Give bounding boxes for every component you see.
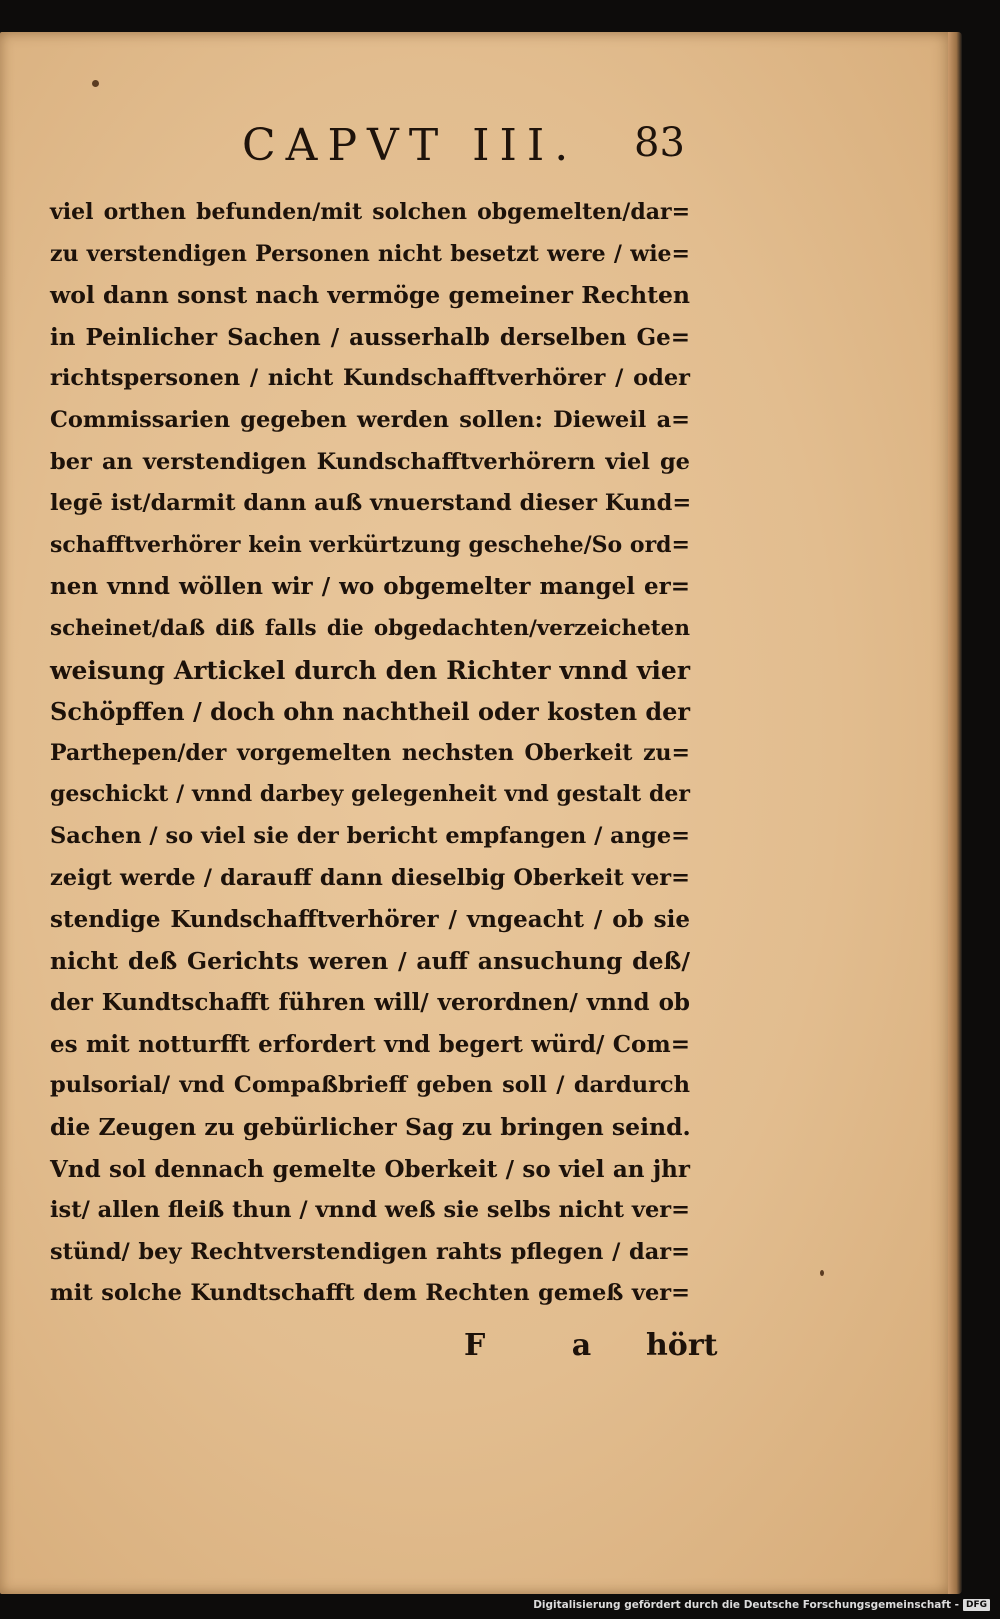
catchword: hört: [646, 1328, 718, 1363]
body-text: [50, 192, 690, 1315]
text-line: zu verstendigen Personen nicht besetzt were / wie=: [50, 240, 690, 267]
page-number: 83: [634, 120, 685, 166]
text-line: ist/ allen fleiß thun / vnnd weß sie selbs nicht ver=: [50, 1197, 690, 1224]
text-line: viel orthen befunden/mit solchen obgemelten/dar=: [50, 199, 690, 225]
text-line: geschickt / vnnd darbey gelegenheit vnd gestalt der: [50, 781, 690, 808]
text-line: Vnd sol dennach gemelte Oberkeit / so viel an jhr: [50, 1155, 690, 1183]
ink-speck: [92, 80, 99, 87]
text-line: scheinet/daß diß falls die obgedachten/verzeicheten: [50, 615, 690, 641]
ink-speck: [820, 1270, 824, 1276]
text-line: ber an verstendigen Kundschafftverhörern viel ge: [50, 448, 690, 475]
signature-mark: F a: [464, 1328, 630, 1363]
text-line: wol dann sonst nach vermöge gemeiner Rechten: [50, 281, 690, 310]
text-line: zeigt werde / darauff dann dieselbig Oberkeit ver=: [50, 864, 690, 891]
text-line: nen vnnd wöllen wir / wo obgemelter mangel er=: [50, 573, 690, 601]
footer-credit: Digitalisierung gefördert durch die Deutsche Forschungsgemeinschaft -: [533, 1599, 959, 1611]
text-line: die Zeugen zu gebürlicher Sag zu bringen seind.: [50, 1113, 691, 1142]
page-footer-catchwords: [0, 1328, 952, 1368]
digitization-footer: [533, 1597, 990, 1613]
text-line: Parthepen/der vorgemelten nechsten Oberkeit zu=: [50, 739, 690, 766]
text-line: der Kundtschafft führen will/ verordnen/ vnnd ob: [50, 989, 690, 1017]
text-line: nicht deß Gerichts weren / auff ansuchung deß/: [50, 946, 690, 975]
text-line: schafftverhörer kein verkürtzung geschehe/So ord=: [50, 531, 690, 558]
book-page: [0, 32, 952, 1594]
text-line: stünd/ bey Rechtverstendigen rahts pflegen / dar=: [50, 1238, 690, 1265]
text-line: Schöpffen / doch ohn nachtheil oder kosten der: [50, 697, 691, 727]
text-line: richtspersonen / nicht Kundschafftverhörer / oder: [50, 365, 690, 392]
page-header: [0, 120, 952, 180]
running-head: CAPVT III.: [242, 120, 579, 171]
text-line: Commissarien gegeben werden sollen: Dieweil a=: [50, 406, 690, 433]
text-line: weisung Artickel durch den Richter vnnd vier: [50, 655, 690, 685]
text-line: stendige Kundschafftverhörer / vngeacht / ob sie: [50, 906, 690, 934]
text-line: in Peinlicher Sachen / ausserhalb derselben Ge=: [50, 323, 690, 351]
text-line: pulsorial/ vnd Compaßbrieff geben soll / dardurch: [50, 1072, 690, 1099]
text-line: legē ist/darmit dann auß vnuerstand dieser Kund=: [50, 490, 692, 517]
text-line: Sachen / so viel sie der bericht empfangen / ange=: [50, 822, 690, 849]
text-line: mit solche Kundtschafft dem Rechten gemeß ver=: [50, 1280, 690, 1307]
dfg-logo: DFG: [963, 1599, 990, 1611]
text-line: es mit notturfft erfordert vnd begert würd/ Com=: [50, 1030, 690, 1058]
